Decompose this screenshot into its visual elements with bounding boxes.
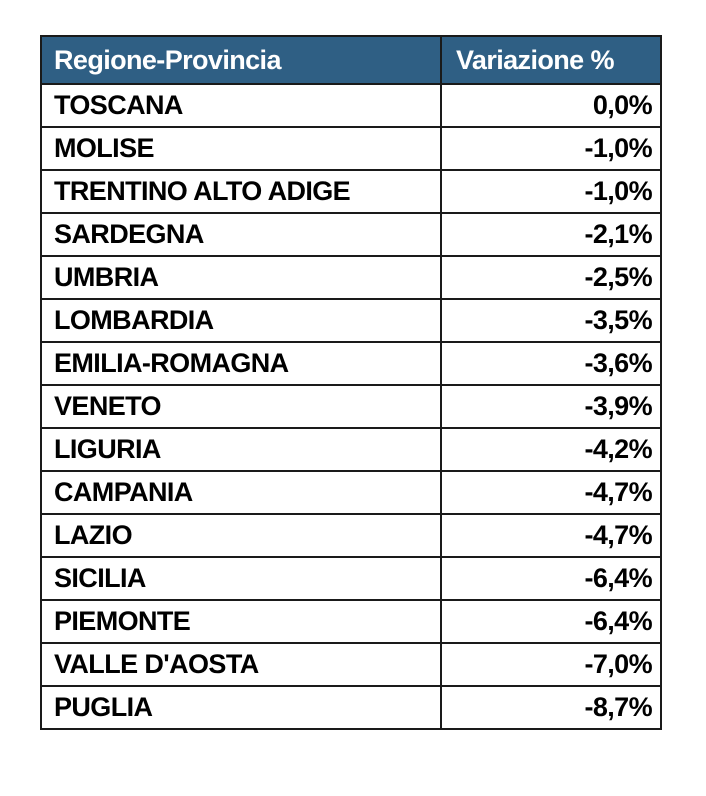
table-row bbox=[41, 213, 661, 256]
region-cell: UMBRIA bbox=[41, 256, 441, 299]
table-row bbox=[41, 342, 661, 385]
region-variation-table-container bbox=[40, 35, 660, 730]
region-cell: VENETO bbox=[41, 385, 441, 428]
region-cell: MOLISE bbox=[41, 127, 441, 170]
header-row bbox=[41, 36, 661, 84]
variation-cell: -1,0% bbox=[441, 127, 661, 170]
region-cell: LOMBARDIA bbox=[41, 299, 441, 342]
variation-cell: -1,0% bbox=[441, 170, 661, 213]
variation-cell: -6,4% bbox=[441, 557, 661, 600]
variation-cell: -3,9% bbox=[441, 385, 661, 428]
variation-cell: -3,5% bbox=[441, 299, 661, 342]
table-header bbox=[41, 36, 661, 84]
table-row bbox=[41, 84, 661, 127]
variation-cell: -4,2% bbox=[441, 428, 661, 471]
header-region: Regione-Provincia bbox=[41, 36, 441, 84]
table-row bbox=[41, 299, 661, 342]
variation-cell: -3,6% bbox=[441, 342, 661, 385]
variation-cell: -2,5% bbox=[441, 256, 661, 299]
table-row bbox=[41, 686, 661, 729]
region-variation-table bbox=[40, 35, 662, 730]
region-cell: SARDEGNA bbox=[41, 213, 441, 256]
variation-cell: -8,7% bbox=[441, 686, 661, 729]
table-row bbox=[41, 643, 661, 686]
table-row bbox=[41, 471, 661, 514]
header-variation: Variazione % bbox=[441, 36, 661, 84]
region-cell: SICILIA bbox=[41, 557, 441, 600]
table-row bbox=[41, 127, 661, 170]
table-row bbox=[41, 557, 661, 600]
region-cell: TRENTINO ALTO ADIGE bbox=[41, 170, 441, 213]
variation-cell: -2,1% bbox=[441, 213, 661, 256]
table-row bbox=[41, 600, 661, 643]
table-row bbox=[41, 256, 661, 299]
region-cell: PUGLIA bbox=[41, 686, 441, 729]
region-cell: CAMPANIA bbox=[41, 471, 441, 514]
region-cell: LIGURIA bbox=[41, 428, 441, 471]
region-cell: EMILIA-ROMAGNA bbox=[41, 342, 441, 385]
region-cell: LAZIO bbox=[41, 514, 441, 557]
region-cell: TOSCANA bbox=[41, 84, 441, 127]
table-row bbox=[41, 385, 661, 428]
region-cell: PIEMONTE bbox=[41, 600, 441, 643]
variation-cell: 0,0% bbox=[441, 84, 661, 127]
variation-cell: -7,0% bbox=[441, 643, 661, 686]
region-cell: VALLE D'AOSTA bbox=[41, 643, 441, 686]
table-row bbox=[41, 170, 661, 213]
table-row bbox=[41, 514, 661, 557]
variation-cell: -6,4% bbox=[441, 600, 661, 643]
table-body bbox=[41, 84, 661, 729]
variation-cell: -4,7% bbox=[441, 514, 661, 557]
table-row bbox=[41, 428, 661, 471]
variation-cell: -4,7% bbox=[441, 471, 661, 514]
